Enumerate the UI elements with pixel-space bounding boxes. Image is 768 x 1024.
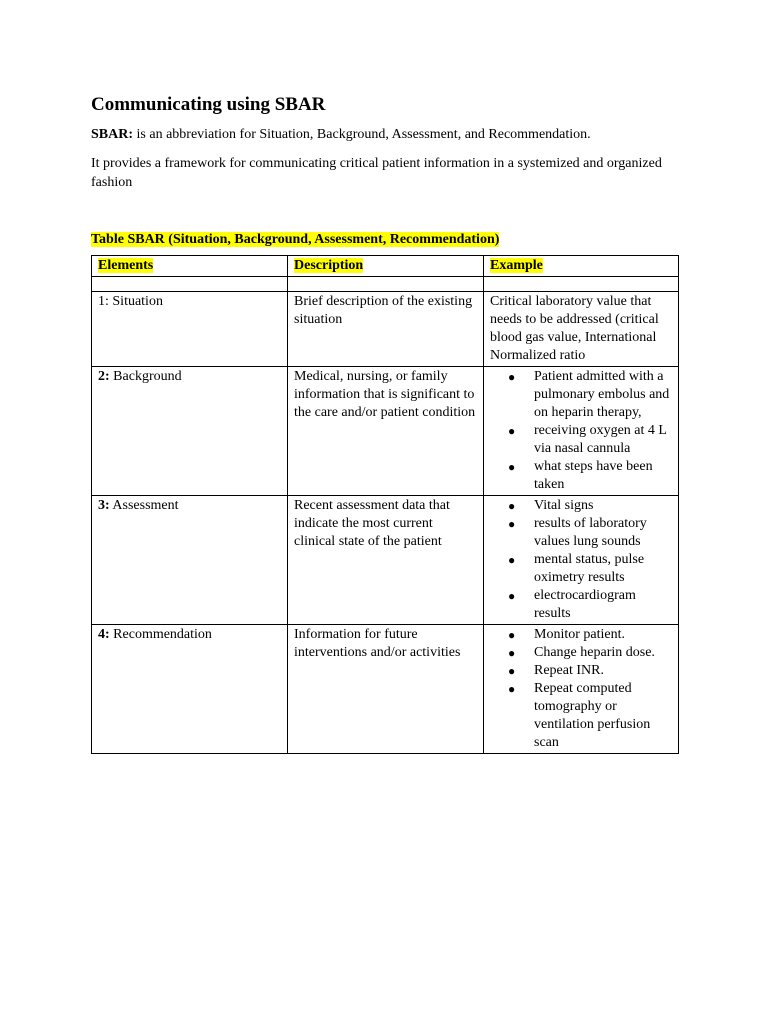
example-bullet-list — [490, 497, 672, 623]
element-cell — [92, 292, 288, 367]
bullet-dot-icon: ● — [508, 370, 516, 384]
element-cell — [92, 367, 288, 496]
header-cell-example — [484, 256, 679, 277]
framework-paragraph: It provides a framework for communicating critical patient information in a systemized and organized fashion — [91, 156, 662, 190]
bullet-item — [490, 662, 672, 680]
bullet-dot-icon: ● — [508, 424, 516, 438]
bullet-item — [490, 680, 672, 752]
bullet-dot-icon: ● — [508, 664, 516, 678]
bullet-dot-icon: ● — [508, 589, 516, 603]
bullet-item — [490, 422, 672, 458]
bullet-text: Vital signs — [534, 498, 594, 513]
table-row — [92, 367, 679, 496]
table-caption: Table SBAR (Situation, Background, Assessment, Recommendation) — [91, 232, 500, 247]
bullet-text: Repeat INR. — [534, 663, 604, 678]
bullet-dot-icon: ● — [508, 499, 516, 513]
element-cell — [92, 625, 288, 754]
example-cell — [484, 367, 679, 496]
header-elements: Elements — [98, 258, 154, 273]
bullet-text: Patient admitted with a pulmonary embolus and on heparin therapy, — [534, 369, 670, 420]
element-cell — [92, 496, 288, 625]
element-name: Assessment — [109, 498, 179, 513]
element-name: Recommendation — [109, 627, 212, 642]
element-number: 1 — [98, 294, 105, 309]
table-row — [92, 625, 679, 754]
bullet-item — [490, 458, 672, 494]
element-separator: : — [105, 294, 113, 309]
spacer-cell — [288, 277, 484, 292]
bullet-text: mental status, pulse oximetry results — [534, 552, 645, 585]
description-cell: Brief description of the existing situation — [288, 292, 484, 367]
bullet-dot-icon: ● — [508, 553, 516, 567]
table-header-row — [92, 256, 679, 277]
description-cell: Information for future interventions and/or activities — [288, 625, 484, 754]
header-cell-description — [288, 256, 484, 277]
table-row — [92, 292, 679, 367]
bullet-text: what steps have been taken — [534, 459, 653, 492]
element-name: Situation — [112, 294, 163, 309]
element-number: 2: — [98, 369, 110, 384]
bullet-dot-icon: ● — [508, 460, 516, 474]
document-page — [91, 92, 681, 754]
document-title: Communicating using SBAR — [91, 94, 326, 115]
bullet-item — [490, 368, 672, 422]
element-number: 4: — [98, 627, 110, 642]
header-cell-elements — [92, 256, 288, 277]
example-cell — [484, 496, 679, 625]
bullet-item — [490, 515, 672, 551]
example-cell — [484, 292, 679, 367]
example-cell — [484, 625, 679, 754]
bullet-item — [490, 551, 672, 587]
intro-paragraph — [91, 125, 681, 144]
bullet-text: Change heparin dose. — [534, 645, 655, 660]
bullet-dot-icon: ● — [508, 628, 516, 642]
bullet-text: results of laboratory values lung sounds — [534, 516, 647, 549]
spacer-cell — [484, 277, 679, 292]
example-bullet-list — [490, 626, 672, 752]
bullet-text: electrocardiogram results — [534, 588, 636, 621]
example-text: Critical laboratory value that needs to be addressed (critical blood gas value, International Normalized ratio — [490, 294, 659, 363]
spacer-cell — [92, 277, 288, 292]
table-spacer-row — [92, 277, 679, 292]
element-number: 3: — [98, 498, 110, 513]
table-caption-line — [91, 229, 681, 249]
description-cell: Medical, nursing, or family information that is significant to the care and/or patient condition — [288, 367, 484, 496]
bullet-item — [490, 644, 672, 662]
bullet-text: receiving oxygen at 4 L via nasal cannula — [534, 423, 667, 456]
header-description: Description — [294, 258, 364, 273]
bullet-dot-icon: ● — [508, 682, 516, 696]
bullet-text: Monitor patient. — [534, 627, 625, 642]
bullet-item — [490, 497, 672, 515]
intro-label: SBAR: — [91, 127, 134, 142]
description-cell: Recent assessment data that indicate the most current clinical state of the patient — [288, 496, 484, 625]
element-name: Background — [109, 369, 182, 384]
bullet-item — [490, 587, 672, 623]
bullet-text: Repeat computed tomography or ventilation perfusion scan — [534, 681, 651, 750]
sbar-table — [91, 255, 679, 754]
example-bullet-list — [490, 368, 672, 494]
table-row — [92, 496, 679, 625]
table-body — [92, 292, 679, 754]
intro-text: is an abbreviation for Situation, Background, Assessment, and Recommendation. — [133, 127, 591, 142]
header-example: Example — [490, 258, 543, 273]
bullet-dot-icon: ● — [508, 646, 516, 660]
bullet-dot-icon: ● — [508, 517, 516, 531]
bullet-item — [490, 626, 672, 644]
